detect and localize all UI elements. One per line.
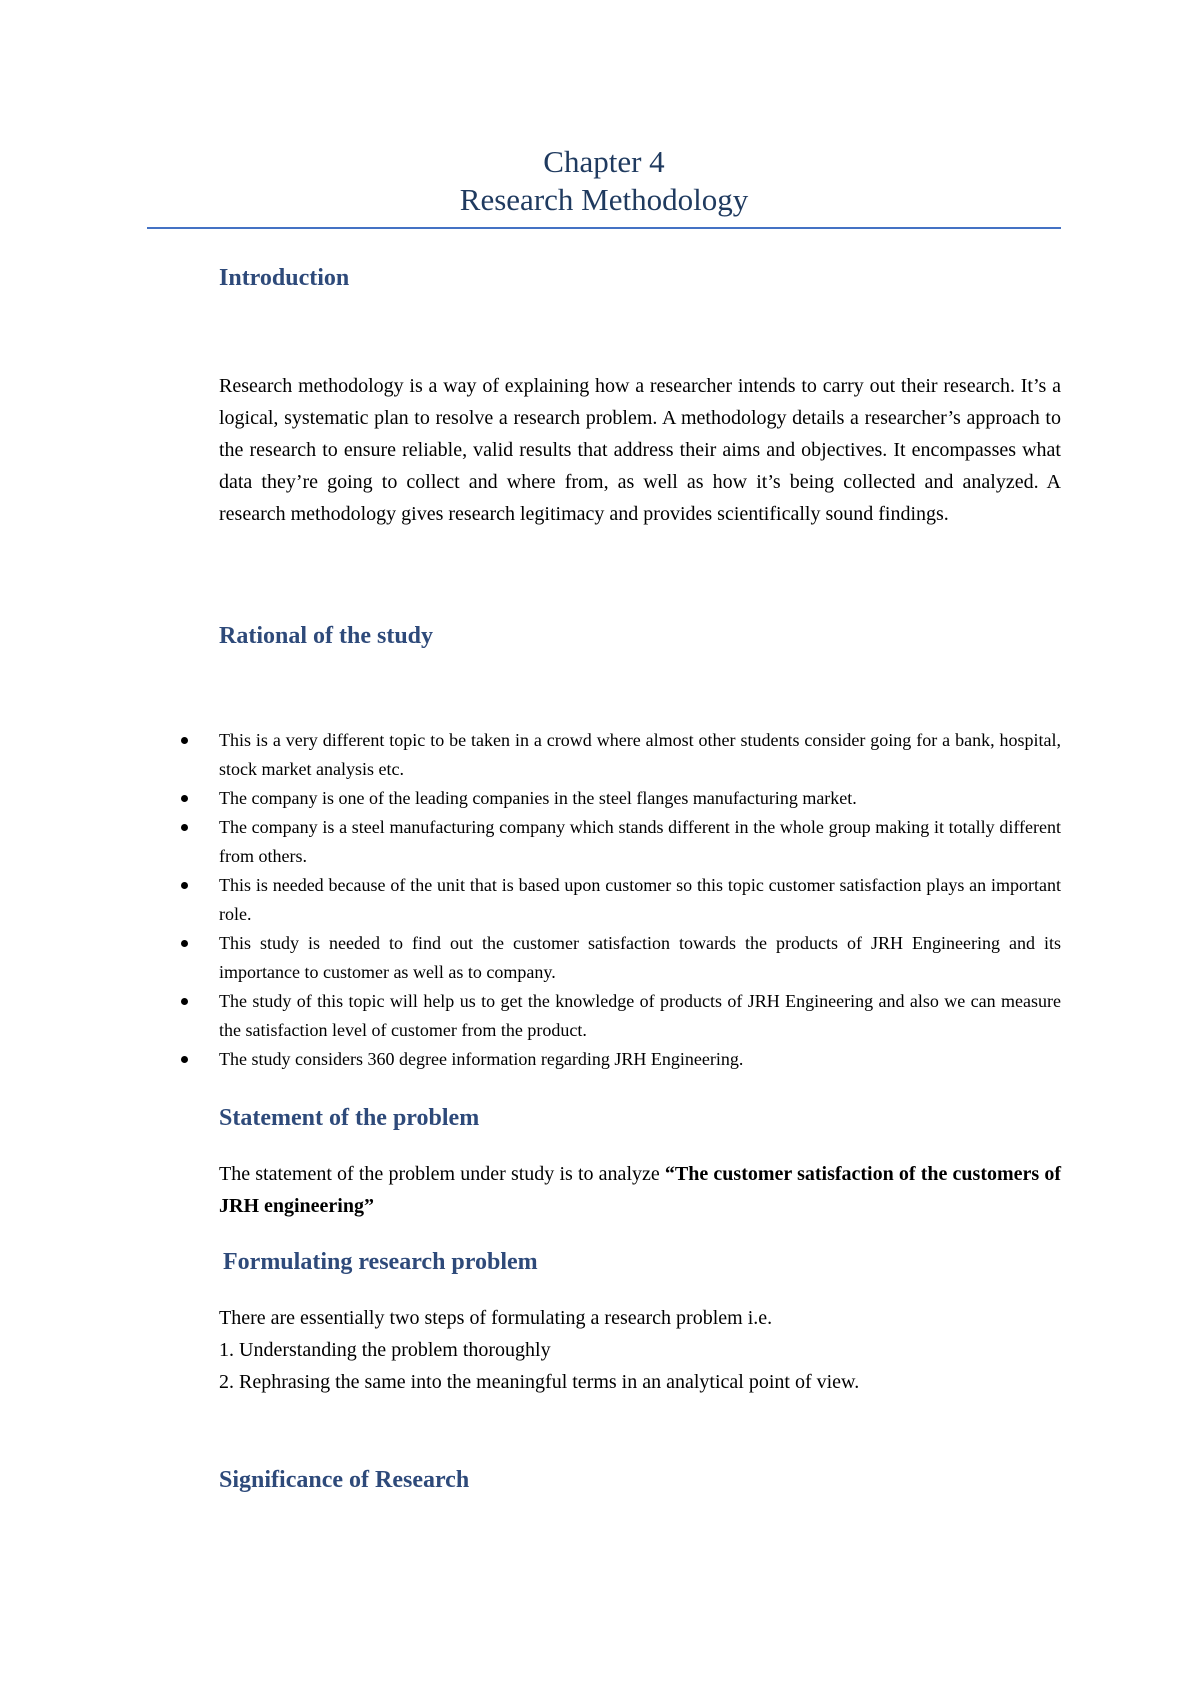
statement-paragraph: The statement of the problem under study is to analyze “The customer satisfaction of the customers of JRH engineering”	[219, 1163, 1061, 1217]
bullet-icon	[181, 882, 188, 889]
rational-list	[219, 726, 1061, 1074]
bullet-icon	[181, 940, 188, 947]
list-item: The study of this topic will help us to get the knowledge of products of JRH Engineering and also we can measure the satisfaction level of customer from the product.	[219, 987, 1061, 1045]
formulating-intro: There are essentially two steps of formulating a research problem i.e.	[219, 1307, 773, 1329]
formulating-content	[219, 1302, 1061, 1398]
bullet-icon	[181, 795, 188, 802]
chapter-title	[147, 143, 1061, 219]
formulating-step: 1. Understanding the problem thoroughly	[219, 1339, 551, 1361]
list-item: The study considers 360 degree information regarding JRH Engineering.	[219, 1045, 1061, 1074]
bullet-icon	[181, 824, 188, 831]
list-item: This is needed because of the unit that is based upon customer so this topic customer satisfaction plays an important role.	[219, 871, 1061, 929]
formulating-step: 2. Rephrasing the same into the meaningful terms in an analytical point of view.	[219, 1371, 860, 1393]
heading-significance: Significance of Research	[219, 1467, 470, 1493]
chapter-name: Research Methodology	[459, 182, 749, 217]
list-item: The company is a steel manufacturing company which stands different in the whole group making it totally different from others.	[219, 813, 1061, 871]
heading-formulating: Formulating research problem	[223, 1249, 538, 1275]
list-item: This is a very different topic to be taken in a crowd where almost other students consider going for a bank, hospital, stock market analysis etc.	[219, 726, 1061, 784]
heading-introduction: Introduction	[219, 265, 350, 291]
list-item: The company is one of the leading companies in the steel flanges manufacturing market.	[219, 784, 1061, 813]
chapter-number: Chapter 4	[543, 144, 665, 179]
introduction-paragraph: Research methodology is a way of explaining how a researcher intends to carry out their research. It’s a logical, systematic plan to resolve a research problem. A methodology details a researcher’s approach to the research to ensure reliable, valid results that address their aims and objectives. It encompasses what data they’re going to collect and where from, as well as how it’s being collected and analyzed. A research methodology gives research legitimacy and provides scientifically sound findings.	[219, 375, 1061, 525]
title-underline	[147, 227, 1061, 229]
bullet-icon	[181, 998, 188, 1005]
bullet-icon	[181, 737, 188, 744]
heading-statement: Statement of the problem	[219, 1105, 480, 1131]
heading-rational: Rational of the study	[219, 623, 434, 649]
bullet-icon	[181, 1056, 188, 1063]
list-item: This study is needed to find out the customer satisfaction towards the products of JRH Engineering and its importance to customer as well as to company.	[219, 929, 1061, 987]
